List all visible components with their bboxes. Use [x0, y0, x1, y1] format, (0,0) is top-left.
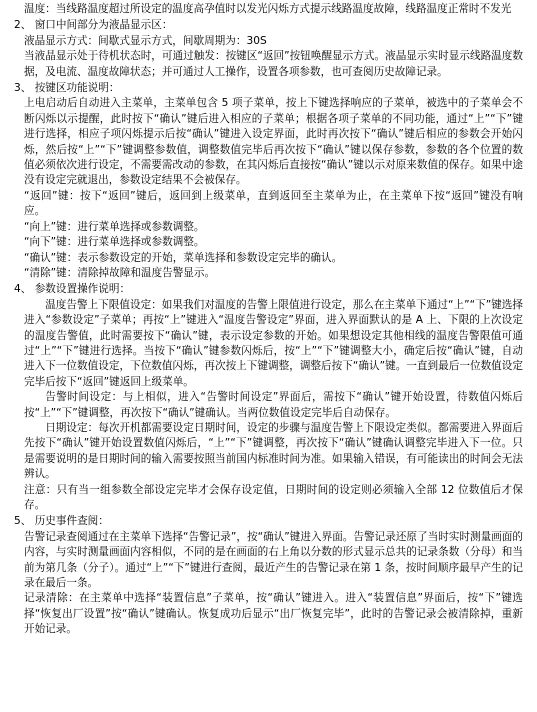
section-3-down-key: “向下”键：进行菜单选择或参数调整。 — [24, 236, 205, 249]
section-4-note: 注意：只有当一组参数全部设定完毕才会保存设定值，日期时间的设定则必须输入全部 12 位数值后才保存。 — [24, 483, 523, 511]
section-3-confirm-key: “确认”键：表示参数设定的开始，菜单选择和参数设定完毕的确认。 — [24, 251, 343, 264]
section-4-date-setting: 日期设定：每次开机都需要设定日期时间，设定的步骤与温度告警上下限设定类似。都需要进入界面后先按下“确认”键开始设置数值闪烁后，“上”“下”键调整，再次按下“确认”键确认调整完毕进入下一位。只是需要说明的是日期时间的输入需要按照当前国内标准时间为准。如果输入错误，有可能读出的时间会无法辨认。 — [24, 421, 523, 481]
temperature-indicator-text: 温度：当线路温度超过所设定的温度高孕值时以发光闪烁方式提示线路温度故障，线路温度正常时不发光 — [24, 3, 512, 15]
section-4-heading: 4、 参数设置操作说明： — [14, 283, 131, 296]
section-4-alarm-time: 告警时间设定：与上相似，进入“告警时间设定”界面后，需按下“确认”键开始设置，待数值闪烁后按“上”“下”键调整，再次按下“确认”键确认。当两位数值设定完毕后自动保存。 — [24, 391, 523, 419]
section-5-alarm-records: 告警记录查阅通过在主菜单下选择“告警记录”，按“确认”键进入界面。告警记录还原了当时实时测量画面的内容，与实时测量画面内容相似，不同的是在画面的右上角以分数的形式显示总共的记录条数（分母）和当前为第几条（分子）。通过“上”“下”键进行查阅，最近产生的告警记录在第 1 条，按时间顺序最早产生的记录在最后一条。 — [24, 530, 523, 590]
section-2-heading: 2、 窗口中间部分为液晶显示区： — [14, 19, 173, 32]
section-5-heading: 5、 历史事件查阅： — [14, 515, 109, 528]
section-5-record-clear: 记录清除：在主菜单中选择“装置信息”子菜单，按“确认”键进入。进入“装置信息”界面后，按“下”键选择“恢复出厂设置”按“确认”键确认。恢复成功后显示“出厂恢复完毕”，此时的告警记录会被清除掉，重新开始记录。 — [24, 592, 523, 636]
section-2-display-mode: 液晶显示方式：间歇式显示方式，间歇周期为：30S — [24, 34, 267, 47]
section-3-back-key: “返回”键：按下“返回”键后，返回到上级菜单，直到返回至主菜单为止，在主菜单下按“返回”键没有响应。 — [24, 189, 523, 218]
section-3-up-key: “向上”键：进行菜单选择或参数调整。 — [24, 220, 205, 233]
section-3-menu-text: 上电启动后自动进入主菜单，主菜单包含 5 项子菜单，按上下键选择响应的子菜单，被选中的子菜单会不断闪烁以示提醒，此时按下“确认”键后进入相应的子菜单；根据各项子菜单的不同功能，通过“上”“下”键进行选择，相应子项闪烁提示后按“确认”键进入设定界面，此时再次按下“确认”键后相应的参数会开始闪烁，然后按“上”“下”键调整参数值，调整数值完毕后再次按下“确认”键以保存参数，参数的各个位置的数值必须依次进行设定，不需要需改动的参数，在其闪烁后直接按“确认”键以示对原来数值的保存。如果中途没有设定完就退出，参数设定结果不会被保存。 — [24, 97, 523, 187]
section-3-heading: 3、 按键区功能说明： — [14, 82, 120, 95]
section-3-clear-key: “清除”键：清除掉故障和温度告警显示。 — [24, 266, 216, 279]
section-2-standby-text: 当液晶显示处于待机状态时，可通过触发：按键区“返回”按钮唤醒显示方式。液晶显示实时显示线路温度数据，及电流、温度故障状态；并可通过人工操作，设置各项参数，也可查阅历史故障记录。 — [24, 50, 523, 78]
section-4-temperature-alarm: 温度告警上下限值设定：如果我们对温度的告警上限值进行设定，那么在主菜单下通过“上”“下”键选择进入“参数设定”子菜单；再按“上”键进入“温度告警设定”界面，进入界面默认的是 A 上、下限的上次设定的温度告警值，此时需要按下“确认”键，表示设定参数的开始。如果想设定其他相线的温度告警限值可通过“上”“下”键进行选择。当按下“确认”键参数闪烁后，按“上”“下”键调整大小，确定后按“确认”键，自动进入下一位数值设定，下位数值闪烁，再次按上下键调整，调整后按下“确认”键。一直到最后一位数值设定完毕后按下“返回”键返回上级菜单。 — [24, 298, 523, 388]
